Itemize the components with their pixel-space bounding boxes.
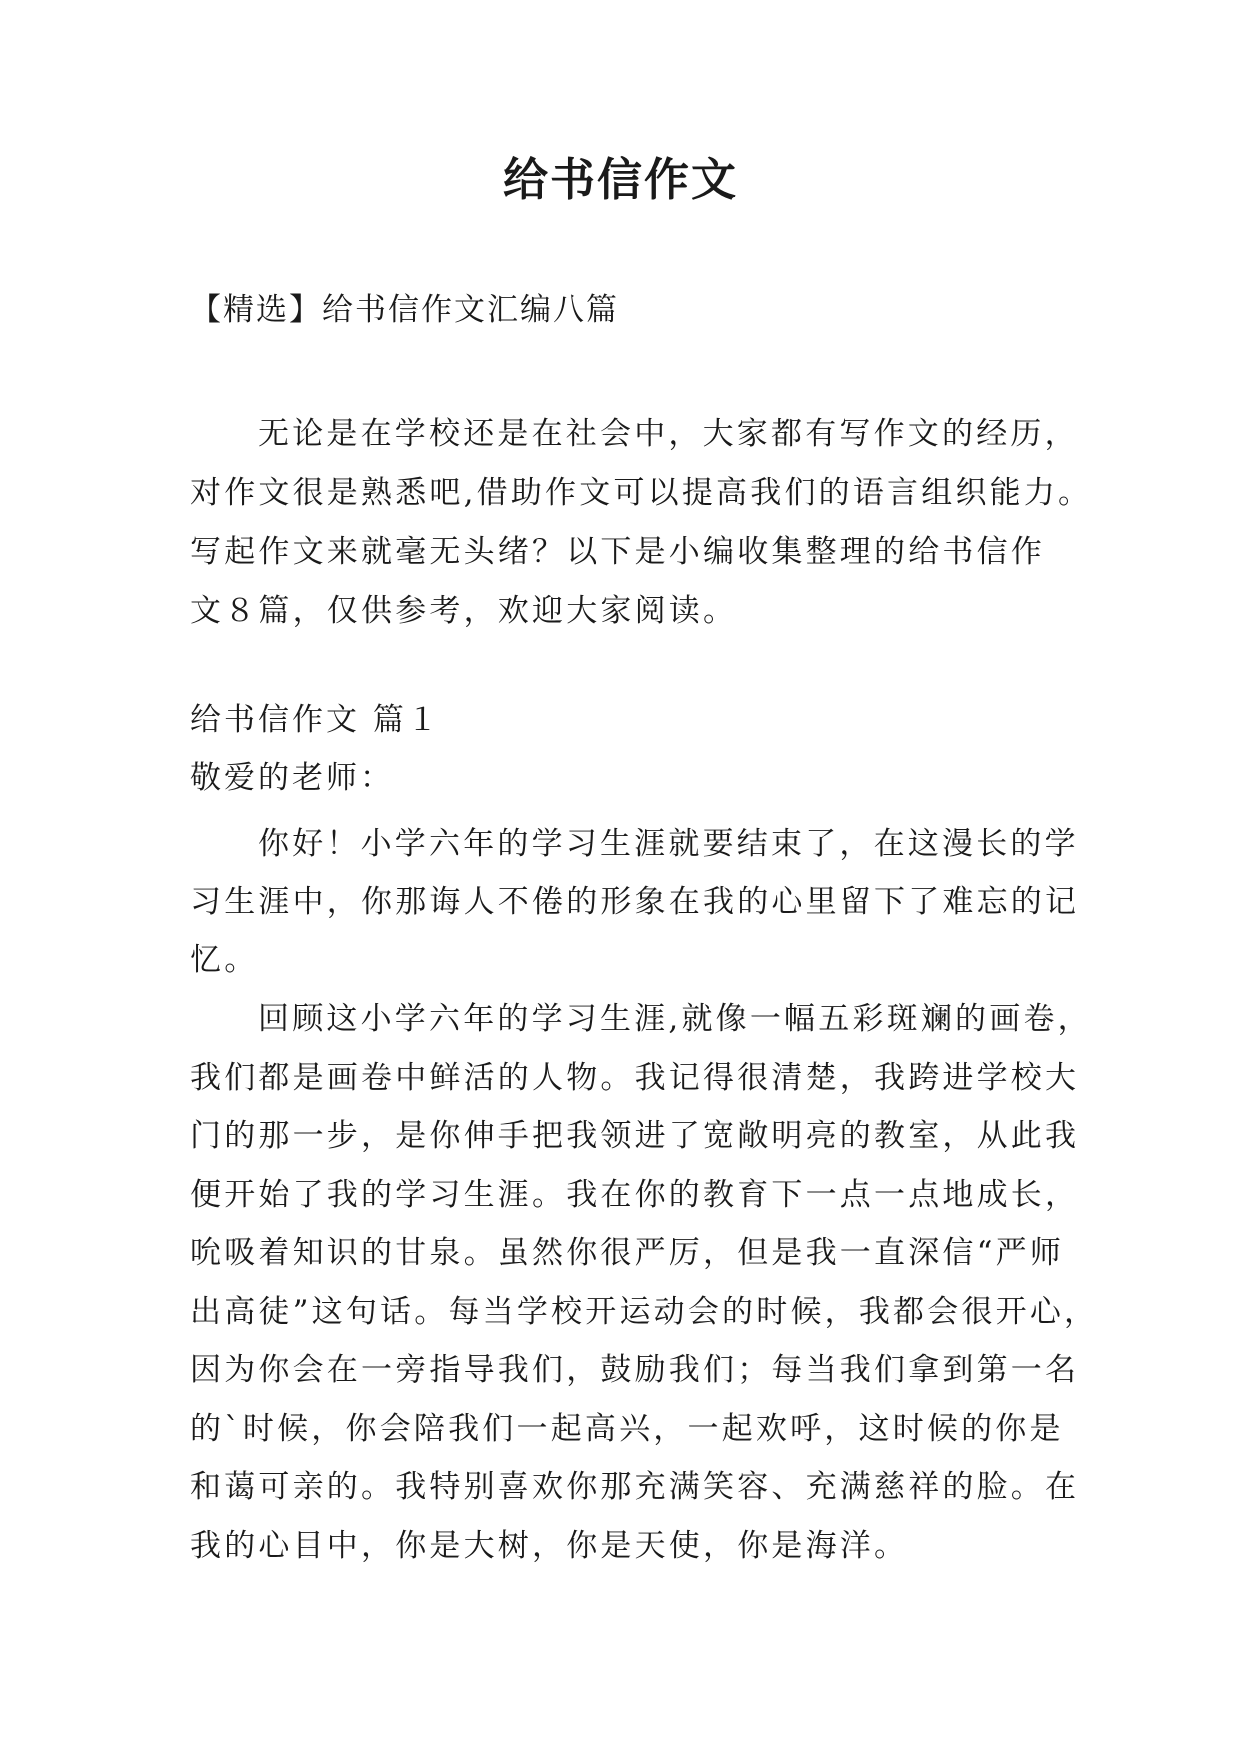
paragraph-line: 吮吸着知识的甘泉。虽然你很严厉，但是我一直深信“严师 (190, 1235, 1065, 1271)
paragraph-line: 出高徒”这句话。每当学校开运动会的时候，我都会很开心， (190, 1293, 1099, 1330)
paragraph-line: 和蔼可亲的。我特别喜欢你那充满笑容、充满慈祥的脸。在 (190, 1469, 1080, 1505)
paragraph-line: 你好！小学六年的学习生涯就要结束了，在这漫长的学 (258, 826, 1079, 862)
paragraph-line: 习生涯中，你那诲人不倦的形象在我的心里留下了难忘的记 (190, 884, 1080, 920)
paragraph-line: 便开始了我的学习生涯。我在你的教育下一点一点地成长， (190, 1176, 1080, 1213)
letter-salutation: 敬爱的老师： (190, 760, 394, 796)
intro-paragraph (190, 405, 1093, 641)
paragraph-line: 我们都是画卷中鲜活的人物。我记得很清楚，我跨进学校大 (190, 1059, 1080, 1096)
letter-paragraph-2 (190, 990, 1099, 1575)
document-subtitle: 【精选】给书信作文汇编八篇 (190, 292, 619, 328)
intro-line: 对作文很是熟悉吧,借助作文可以提高我们的语言组织能力。 (190, 475, 1093, 511)
intro-line: 无论是在学校还是在社会中，大家都有写作文的经历， (258, 416, 1079, 452)
paragraph-line: 因为你会在一旁指导我们，鼓励我们；每当我们拿到第一名 (190, 1352, 1080, 1388)
section-heading: 给书信作文 篇１ (190, 702, 441, 738)
paragraph-line: 的`时候，你会陪我们一起高兴，一起欢呼，这时候的你是 (190, 1410, 1064, 1447)
paragraph-line: 回顾这小学六年的学习生涯,就像一幅五彩斑斓的画卷， (258, 1001, 1092, 1037)
paragraph-line: 忆。 (190, 942, 259, 978)
intro-line: 写起作文来就毫无头绪？以下是小编收集整理的给书信作 (190, 534, 1045, 570)
paragraph-line: 我的心目中，你是大树，你是天使，你是海洋。 (190, 1527, 909, 1564)
letter-paragraph-1 (190, 815, 1080, 989)
paragraph-line: 门的那一步，是你伸手把我领进了宽敞明亮的教室，从此我 (190, 1118, 1080, 1154)
document-title: 给书信作文 (502, 153, 738, 206)
intro-line: 文８篇，仅供参考，欢迎大家阅读。 (190, 593, 738, 629)
